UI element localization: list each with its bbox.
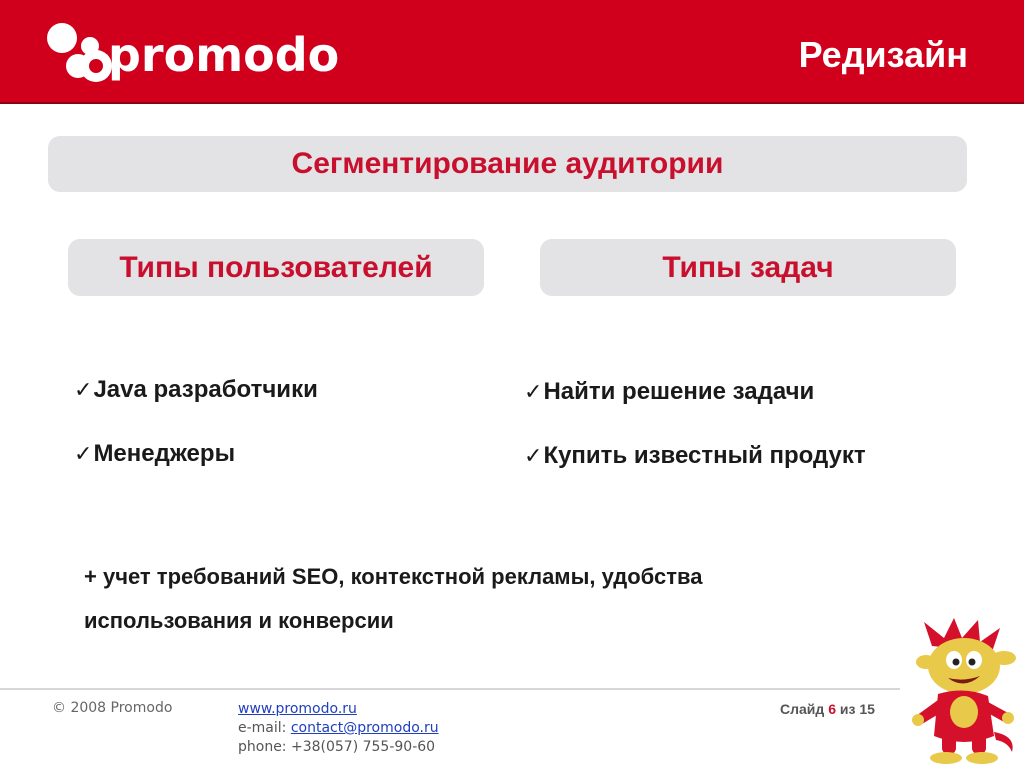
slide-title: Редизайн <box>798 34 968 75</box>
slide-sep: из <box>839 701 856 717</box>
checkmark-icon: ✓ <box>74 442 93 467</box>
slide-counter <box>780 701 875 717</box>
column-title-user-types: Типы пользователей <box>68 239 484 296</box>
email-label: e-mail: <box>238 720 291 736</box>
column-title-task-types: Типы задач <box>540 239 956 296</box>
slide-total: 15 <box>859 701 875 717</box>
list-item-label: Найти решение задачи <box>543 378 815 405</box>
email-link[interactable]: contact@promodo.ru <box>290 720 439 736</box>
mascot-character-icon <box>904 616 1022 766</box>
copyright-text: © 2008 Promodo <box>52 700 173 716</box>
note-line-1: + учет требований SEO, контекстной рекламы, удобства <box>84 564 703 589</box>
note-line-2: использования и конверсии <box>84 608 394 633</box>
slide-header <box>0 0 1024 104</box>
slide-current: 6 <box>828 701 836 717</box>
checkmark-icon: ✓ <box>524 380 543 405</box>
logo-text: promodo <box>108 28 340 82</box>
list-item <box>524 442 866 470</box>
list-item-label: Менеджеры <box>93 440 236 467</box>
list-item <box>524 378 814 406</box>
contact-block <box>238 700 439 757</box>
checkmark-icon: ✓ <box>524 444 543 469</box>
list-item <box>74 440 235 468</box>
list-item-label: Java разработчики <box>93 376 318 403</box>
checkmark-icon: ✓ <box>74 378 93 403</box>
list-item <box>74 376 318 404</box>
website-link[interactable]: www.promodo.ru <box>238 701 357 717</box>
phone-text: phone: +38(057) 755-90-60 <box>238 739 436 755</box>
section-title: Сегментирование аудитории <box>48 136 967 192</box>
list-item-label: Купить известный продукт <box>543 442 866 469</box>
footer-divider <box>0 688 900 690</box>
slide-label: Слайд <box>780 701 825 717</box>
